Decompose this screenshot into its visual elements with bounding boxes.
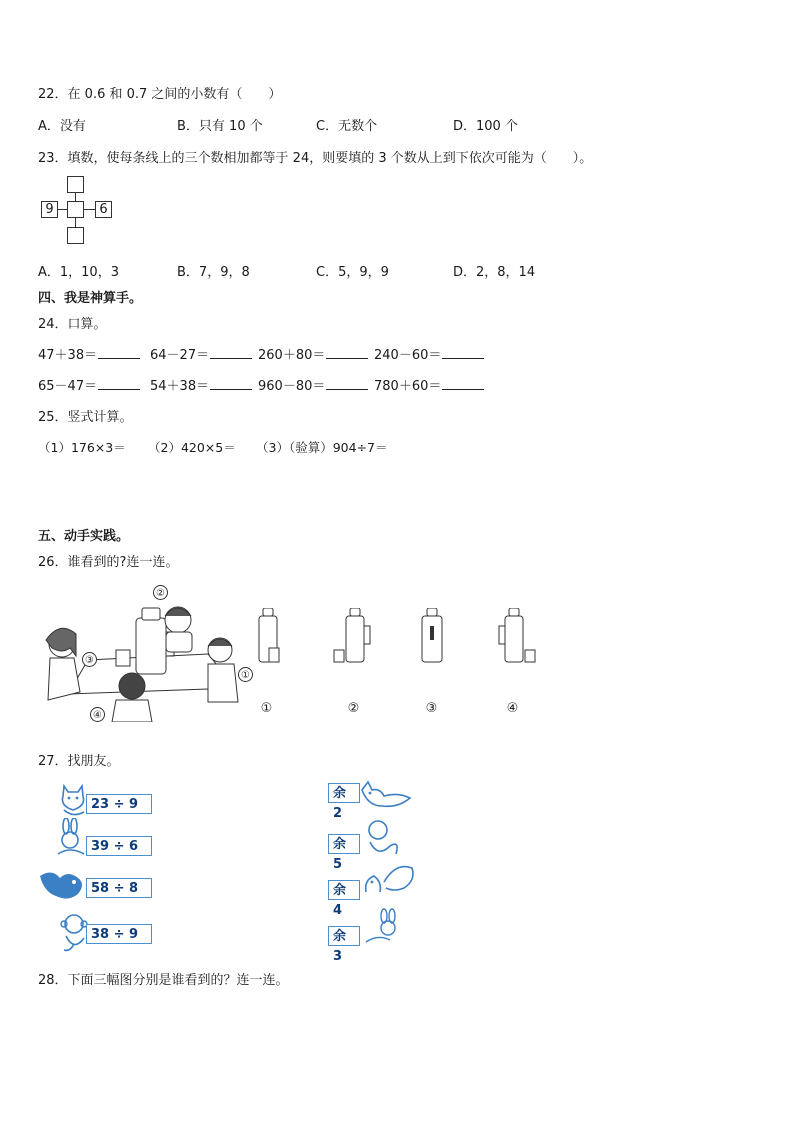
answer-blank[interactable] — [326, 346, 368, 359]
answer-blank[interactable] — [442, 377, 484, 390]
q22-option-d[interactable]: D．100 个 — [453, 119, 518, 134]
q25-stem: 25．竖式计算。 — [38, 410, 133, 425]
division-card[interactable]: 23 ÷ 9 — [86, 794, 152, 814]
remainder-card[interactable]: 余4 — [328, 880, 360, 900]
q24-item: 47＋38＝ — [38, 344, 140, 363]
left-number-box: 9 — [41, 201, 58, 218]
right-number-box: 6 — [95, 201, 112, 218]
q24-item: 260＋80＝ — [258, 344, 368, 363]
scene-marker: ③ — [82, 652, 97, 667]
division-card[interactable]: 39 ÷ 6 — [86, 836, 152, 856]
q23-option-d[interactable]: D．2，8，14 — [453, 265, 536, 280]
answer-blank[interactable] — [210, 377, 252, 390]
scene-marker: ② — [153, 585, 168, 600]
section4-title: 四、我是神算手。 — [38, 291, 143, 306]
q25-item-3: （3）（验算）904÷7＝ — [256, 440, 388, 455]
q23-stem: 23．填数，使每条线上的三个数相加都等于 24，则要填的 3 个数从上到下依次可能为（ ）。 — [38, 151, 593, 166]
division-card[interactable]: 38 ÷ 9 — [86, 924, 152, 944]
view-label: ② — [347, 701, 360, 716]
fox-icon — [358, 778, 414, 812]
view-label: ④ — [506, 701, 519, 716]
cat-icon — [58, 782, 88, 818]
q23-option-b[interactable]: B．7，9，8 — [177, 265, 250, 280]
view-label: ① — [260, 701, 273, 716]
center-blank-box[interactable] — [67, 201, 84, 218]
q24-item: 54＋38＝ — [150, 375, 252, 394]
q24-item: 780＋60＝ — [374, 375, 484, 394]
q24-item: 65－47＝ — [38, 375, 140, 394]
monkey-icon — [360, 818, 404, 860]
squirrel-icon — [360, 862, 418, 902]
answer-blank[interactable] — [442, 346, 484, 359]
thermos-view-2-icon — [332, 608, 378, 664]
q24-item: 960－80＝ — [258, 375, 368, 394]
q25-item-1: （1）176×3＝ — [38, 440, 126, 455]
division-card[interactable]: 58 ÷ 8 — [86, 878, 152, 898]
remainder-card[interactable]: 余2 — [328, 783, 360, 803]
table-scene-icon — [40, 582, 250, 722]
scene-marker: ④ — [90, 707, 105, 722]
q22-option-b[interactable]: B．只有 10 个 — [177, 119, 263, 134]
remainder-card[interactable]: 余3 — [328, 926, 360, 946]
q23-option-c[interactable]: C．5，9，9 — [316, 265, 389, 280]
q22-option-a[interactable]: A．没有 — [38, 119, 86, 134]
q22-option-c[interactable]: C．无数个 — [316, 119, 378, 134]
thermos-view-1-icon — [257, 608, 281, 664]
answer-blank[interactable] — [98, 377, 140, 390]
answer-blank[interactable] — [210, 346, 252, 359]
answer-blank[interactable] — [326, 377, 368, 390]
answer-blank[interactable] — [98, 346, 140, 359]
rabbit-icon — [52, 818, 88, 858]
remainder-card[interactable]: 余5 — [328, 834, 360, 854]
thermos-view-4-icon — [493, 608, 537, 664]
q27-stem: 27．找朋友。 — [38, 754, 120, 769]
section5-title: 五、动手实践。 — [38, 529, 130, 544]
thermos-view-3-icon — [419, 608, 445, 664]
view-label: ③ — [425, 701, 438, 716]
top-blank-box[interactable] — [67, 176, 84, 193]
squirrel-icon — [38, 868, 90, 904]
q24-stem: 24．口算。 — [38, 317, 107, 332]
bottom-blank-box[interactable] — [67, 227, 84, 244]
q22-stem: 22．在 0.6 和 0.7 之间的小数有（ ） — [38, 87, 282, 102]
q26-stem: 26．谁看到的?连一连。 — [38, 555, 179, 570]
q23-option-a[interactable]: A．1，10，3 — [38, 265, 119, 280]
q24-item: 64－27＝ — [150, 344, 252, 363]
scene-marker: ① — [238, 667, 253, 682]
q24-item: 240－60＝ — [374, 344, 484, 363]
rabbit-icon — [360, 908, 404, 948]
q25-item-2: （2）420×5＝ — [148, 440, 236, 455]
q28-stem: 28．下面三幅图分别是谁看到的？连一连。 — [38, 973, 289, 988]
